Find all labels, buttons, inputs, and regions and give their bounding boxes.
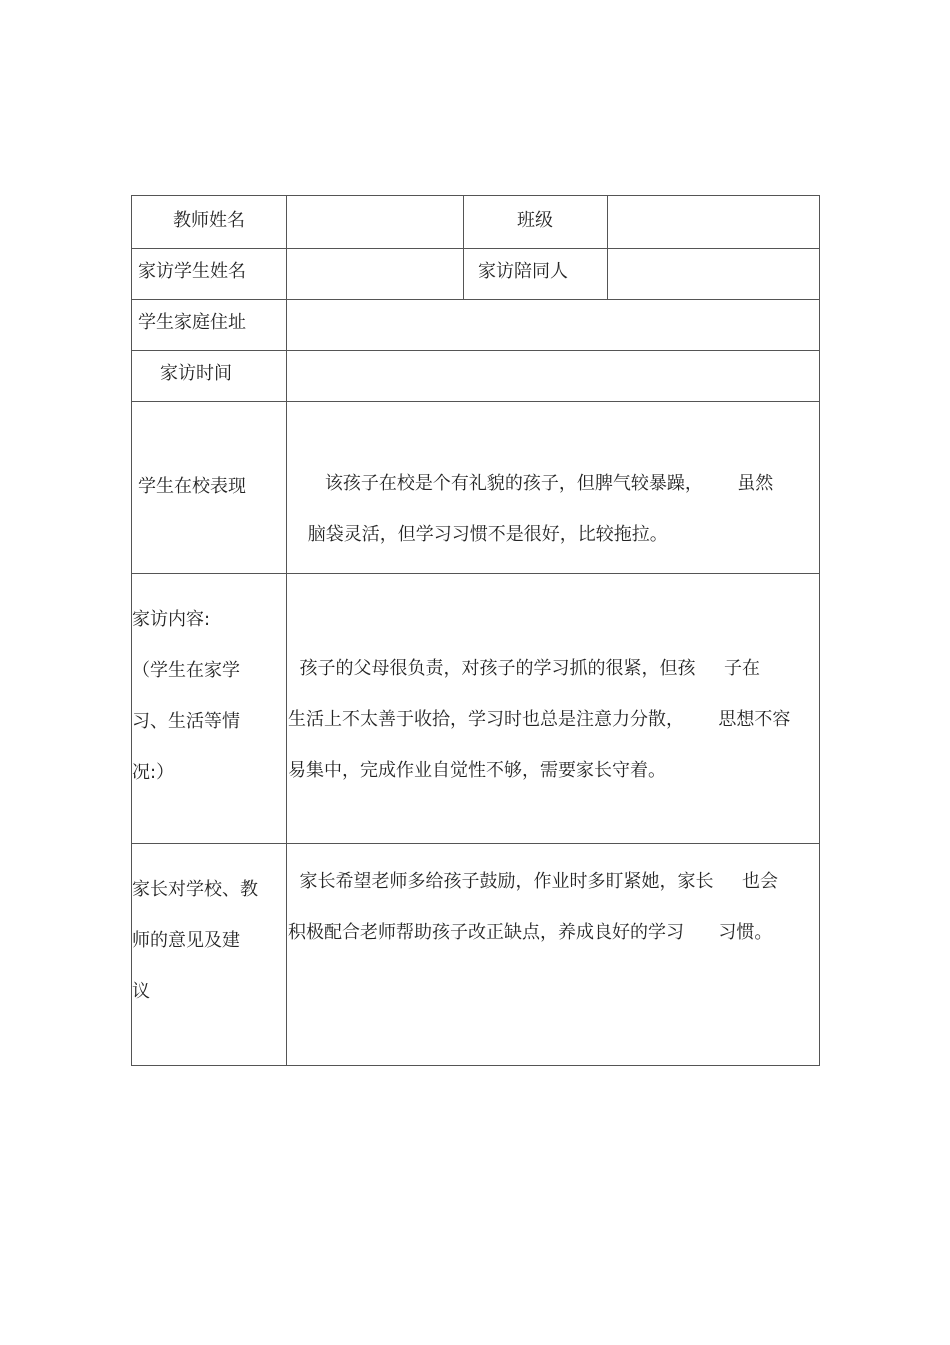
school-performance-text: 该孩子在校是个有礼貌的孩子，但脾气较暴躁， 虽然 脑袋灵活，但学习习惯不是很好，比较拖拉。 xyxy=(307,473,774,545)
row-divider xyxy=(132,350,819,351)
visit-content-label: 家访内容: （学生在家学 习、生活等情 况:） xyxy=(132,609,240,783)
column-divider xyxy=(607,196,608,299)
row-divider xyxy=(132,299,819,300)
parent-advice-text: 家长希望老师多给孩子鼓励，作业时多盯紧她，家长 也会 积极配合老师帮助孩子改正缺点，养成良好的学习 习惯。 xyxy=(288,871,779,943)
school-performance-label: 学生在校表现 xyxy=(138,476,246,497)
row-divider xyxy=(132,248,819,249)
visit-content-text: 孩子的父母很负责，对孩子的学习抓的很紧，但孩 子在 生活上不太善于收拾，学习时也总是注意力分散， 思想不容 易集中，完成作业自觉性不够，需要家长守着。 xyxy=(288,658,791,781)
row-divider xyxy=(132,843,819,844)
student-name-label: 家访学生姓名 xyxy=(138,261,246,282)
teacher-name-label: 教师姓名 xyxy=(173,210,245,231)
visit-time-label: 家访时间 xyxy=(160,363,232,384)
class-label: 班级 xyxy=(517,210,553,231)
home-visit-form xyxy=(131,195,820,1066)
companion-label: 家访陪同人 xyxy=(478,261,568,282)
row-divider xyxy=(132,401,819,402)
parent-advice-label: 家长对学校、教 师的意见及建 议 xyxy=(132,879,258,1002)
column-divider xyxy=(286,196,287,1065)
address-label: 学生家庭住址 xyxy=(138,312,246,333)
row-divider xyxy=(132,573,819,574)
